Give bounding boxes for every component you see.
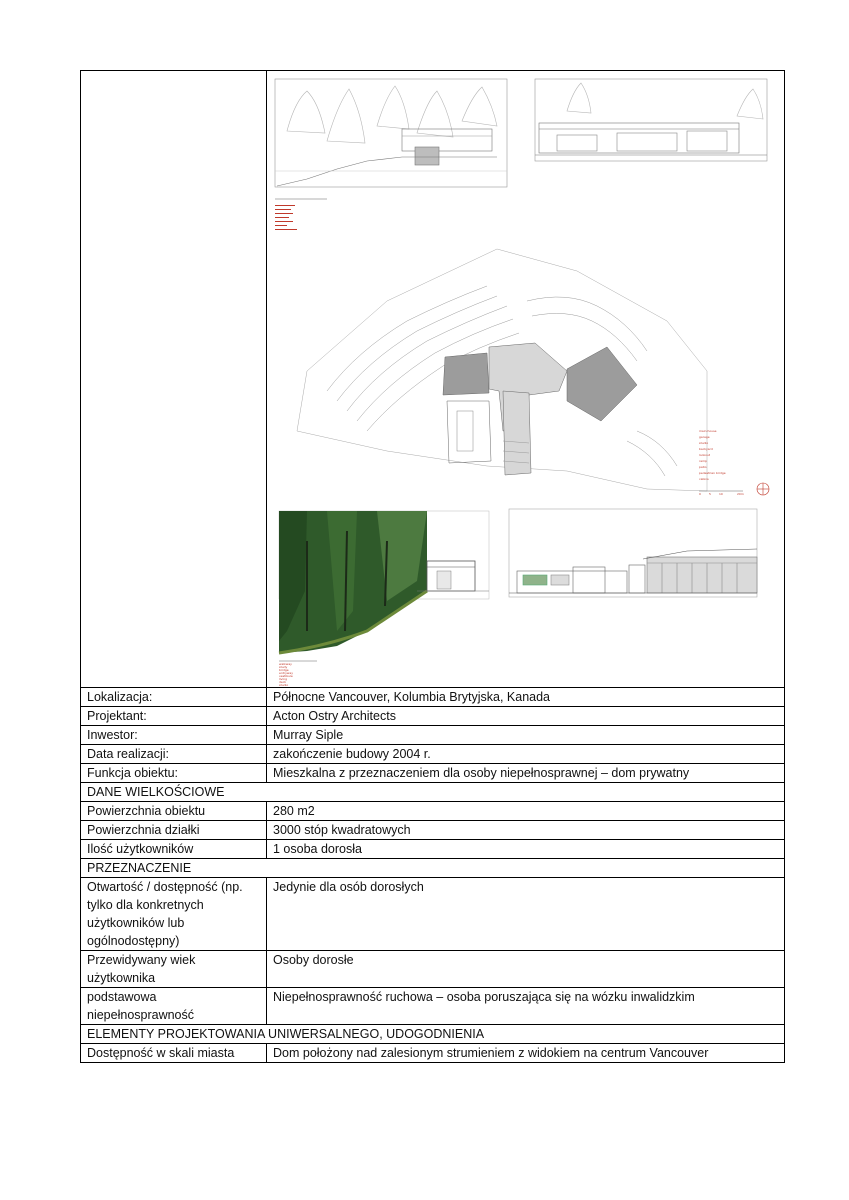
label-investor: Inwestor: (81, 726, 267, 745)
elevation-west-legend (275, 199, 327, 230)
svg-text:0: 0 (699, 492, 701, 496)
forest-section-drawing (279, 511, 489, 653)
north-arrow-icon (757, 483, 769, 495)
svg-text:garage: garage (699, 435, 710, 439)
architectural-drawings (267, 71, 785, 687)
row-plot-area (81, 821, 785, 840)
project-data-table (80, 70, 785, 1063)
svg-text:bridge: bridge (279, 668, 289, 672)
svg-text:cabins: cabins (699, 477, 709, 481)
row-designer (81, 707, 785, 726)
section-heading-universal-design: ELEMENTY PROJEKTOWANIA UNIWERSALNEGO, UDOGODNIENIA (81, 1025, 785, 1044)
svg-text:walkway: walkway (279, 662, 292, 666)
row-investor (81, 726, 785, 745)
label-designer: Projektant: (81, 707, 267, 726)
label-user-age: Przewidywany wiek użytkownika (81, 951, 267, 988)
value-completion-date: zakończenie budowy 2004 r. (267, 745, 785, 764)
value-designer: Acton Ostry Architects (267, 707, 785, 726)
value-users-count: 1 osoba dorosła (267, 840, 785, 859)
svg-text:patio: patio (699, 465, 707, 469)
row-primary-disability (81, 988, 785, 1025)
label-building-area: Powierzchnia obiektu (81, 802, 267, 821)
row-building-function (81, 764, 785, 783)
label-plot-area: Powierzchnia działki (81, 821, 267, 840)
label-building-function: Funkcja obiektu: (81, 764, 267, 783)
row-users-count (81, 840, 785, 859)
value-primary-disability: Niepełnosprawność ruchowa – osoba poruszająca się na wózku inwalidzkim (267, 988, 785, 1025)
value-accessibility: Jedynie dla osób dorosłych (267, 878, 785, 951)
label-location: Lokalizacja: (81, 688, 267, 707)
value-investor: Murray Siple (267, 726, 785, 745)
section-heading-purpose: PRZEZNACZENIE (81, 859, 785, 878)
value-building-area: 280 m2 (267, 802, 785, 821)
svg-text:vestibule: vestibule (279, 674, 293, 678)
section-heading-size: DANE WIELKOŚCIOWE (81, 783, 785, 802)
street-elevation-drawing (509, 509, 757, 597)
value-location: Północne Vancouver, Kolumbia Brytyjska, Kanada (267, 688, 785, 707)
svg-text:pedestrian bridge: pedestrian bridge (699, 471, 726, 475)
label-users-count: Ilość użytkowników (81, 840, 267, 859)
svg-text:studio: studio (279, 683, 289, 687)
svg-text:studio: studio (699, 441, 709, 445)
section-universal-row (81, 1025, 785, 1044)
drawings-row (81, 71, 785, 688)
svg-text:10: 10 (719, 492, 723, 496)
elevation-drawing-south (535, 79, 767, 161)
row-user-age (81, 951, 785, 988)
row-building-area (81, 802, 785, 821)
site-plan-drawing (297, 249, 707, 491)
svg-text:backyard: backyard (699, 447, 713, 451)
label-completion-date: Data realizacji: (81, 745, 267, 764)
svg-text:study: study (279, 665, 288, 669)
empty-label-cell (81, 71, 267, 688)
drawings-cell (267, 71, 785, 688)
value-user-age: Osoby dorosłe (267, 951, 785, 988)
section-purpose-row (81, 859, 785, 878)
row-accessibility (81, 878, 785, 951)
row-city-accessibility (81, 1044, 785, 1063)
section-size-row (81, 783, 785, 802)
row-location (81, 688, 785, 707)
svg-text:deck: deck (279, 680, 287, 684)
svg-text:entryway: entryway (279, 671, 293, 675)
svg-text:lookout: lookout (699, 453, 711, 457)
value-city-accessibility: Dom położony nad zalesionym strumieniem z widokiem na centrum Vancouver (267, 1044, 785, 1063)
svg-text:ramp: ramp (699, 459, 707, 463)
site-plan-legend (699, 429, 744, 496)
row-completion-date (81, 745, 785, 764)
svg-text:living: living (279, 677, 288, 681)
svg-text:20m: 20m (737, 492, 744, 496)
svg-text:main house: main house (699, 429, 717, 433)
label-accessibility: Otwartość / dostępność (np. tylko dla konkretnych użytkowników lub ogólnodostępny) (81, 878, 267, 951)
value-building-function: Mieszkalna z przeznaczeniem dla osoby niepełnosprawnej – dom prywatny (267, 764, 785, 783)
forest-section-legend (279, 661, 317, 687)
label-primary-disability: podstawowa niepełnosprawność (81, 988, 267, 1025)
elevation-drawing-west (275, 79, 507, 187)
label-city-accessibility: Dostępność w skali miasta (81, 1044, 267, 1063)
svg-text:5: 5 (709, 492, 711, 496)
value-plot-area: 3000 stóp kwadratowych (267, 821, 785, 840)
